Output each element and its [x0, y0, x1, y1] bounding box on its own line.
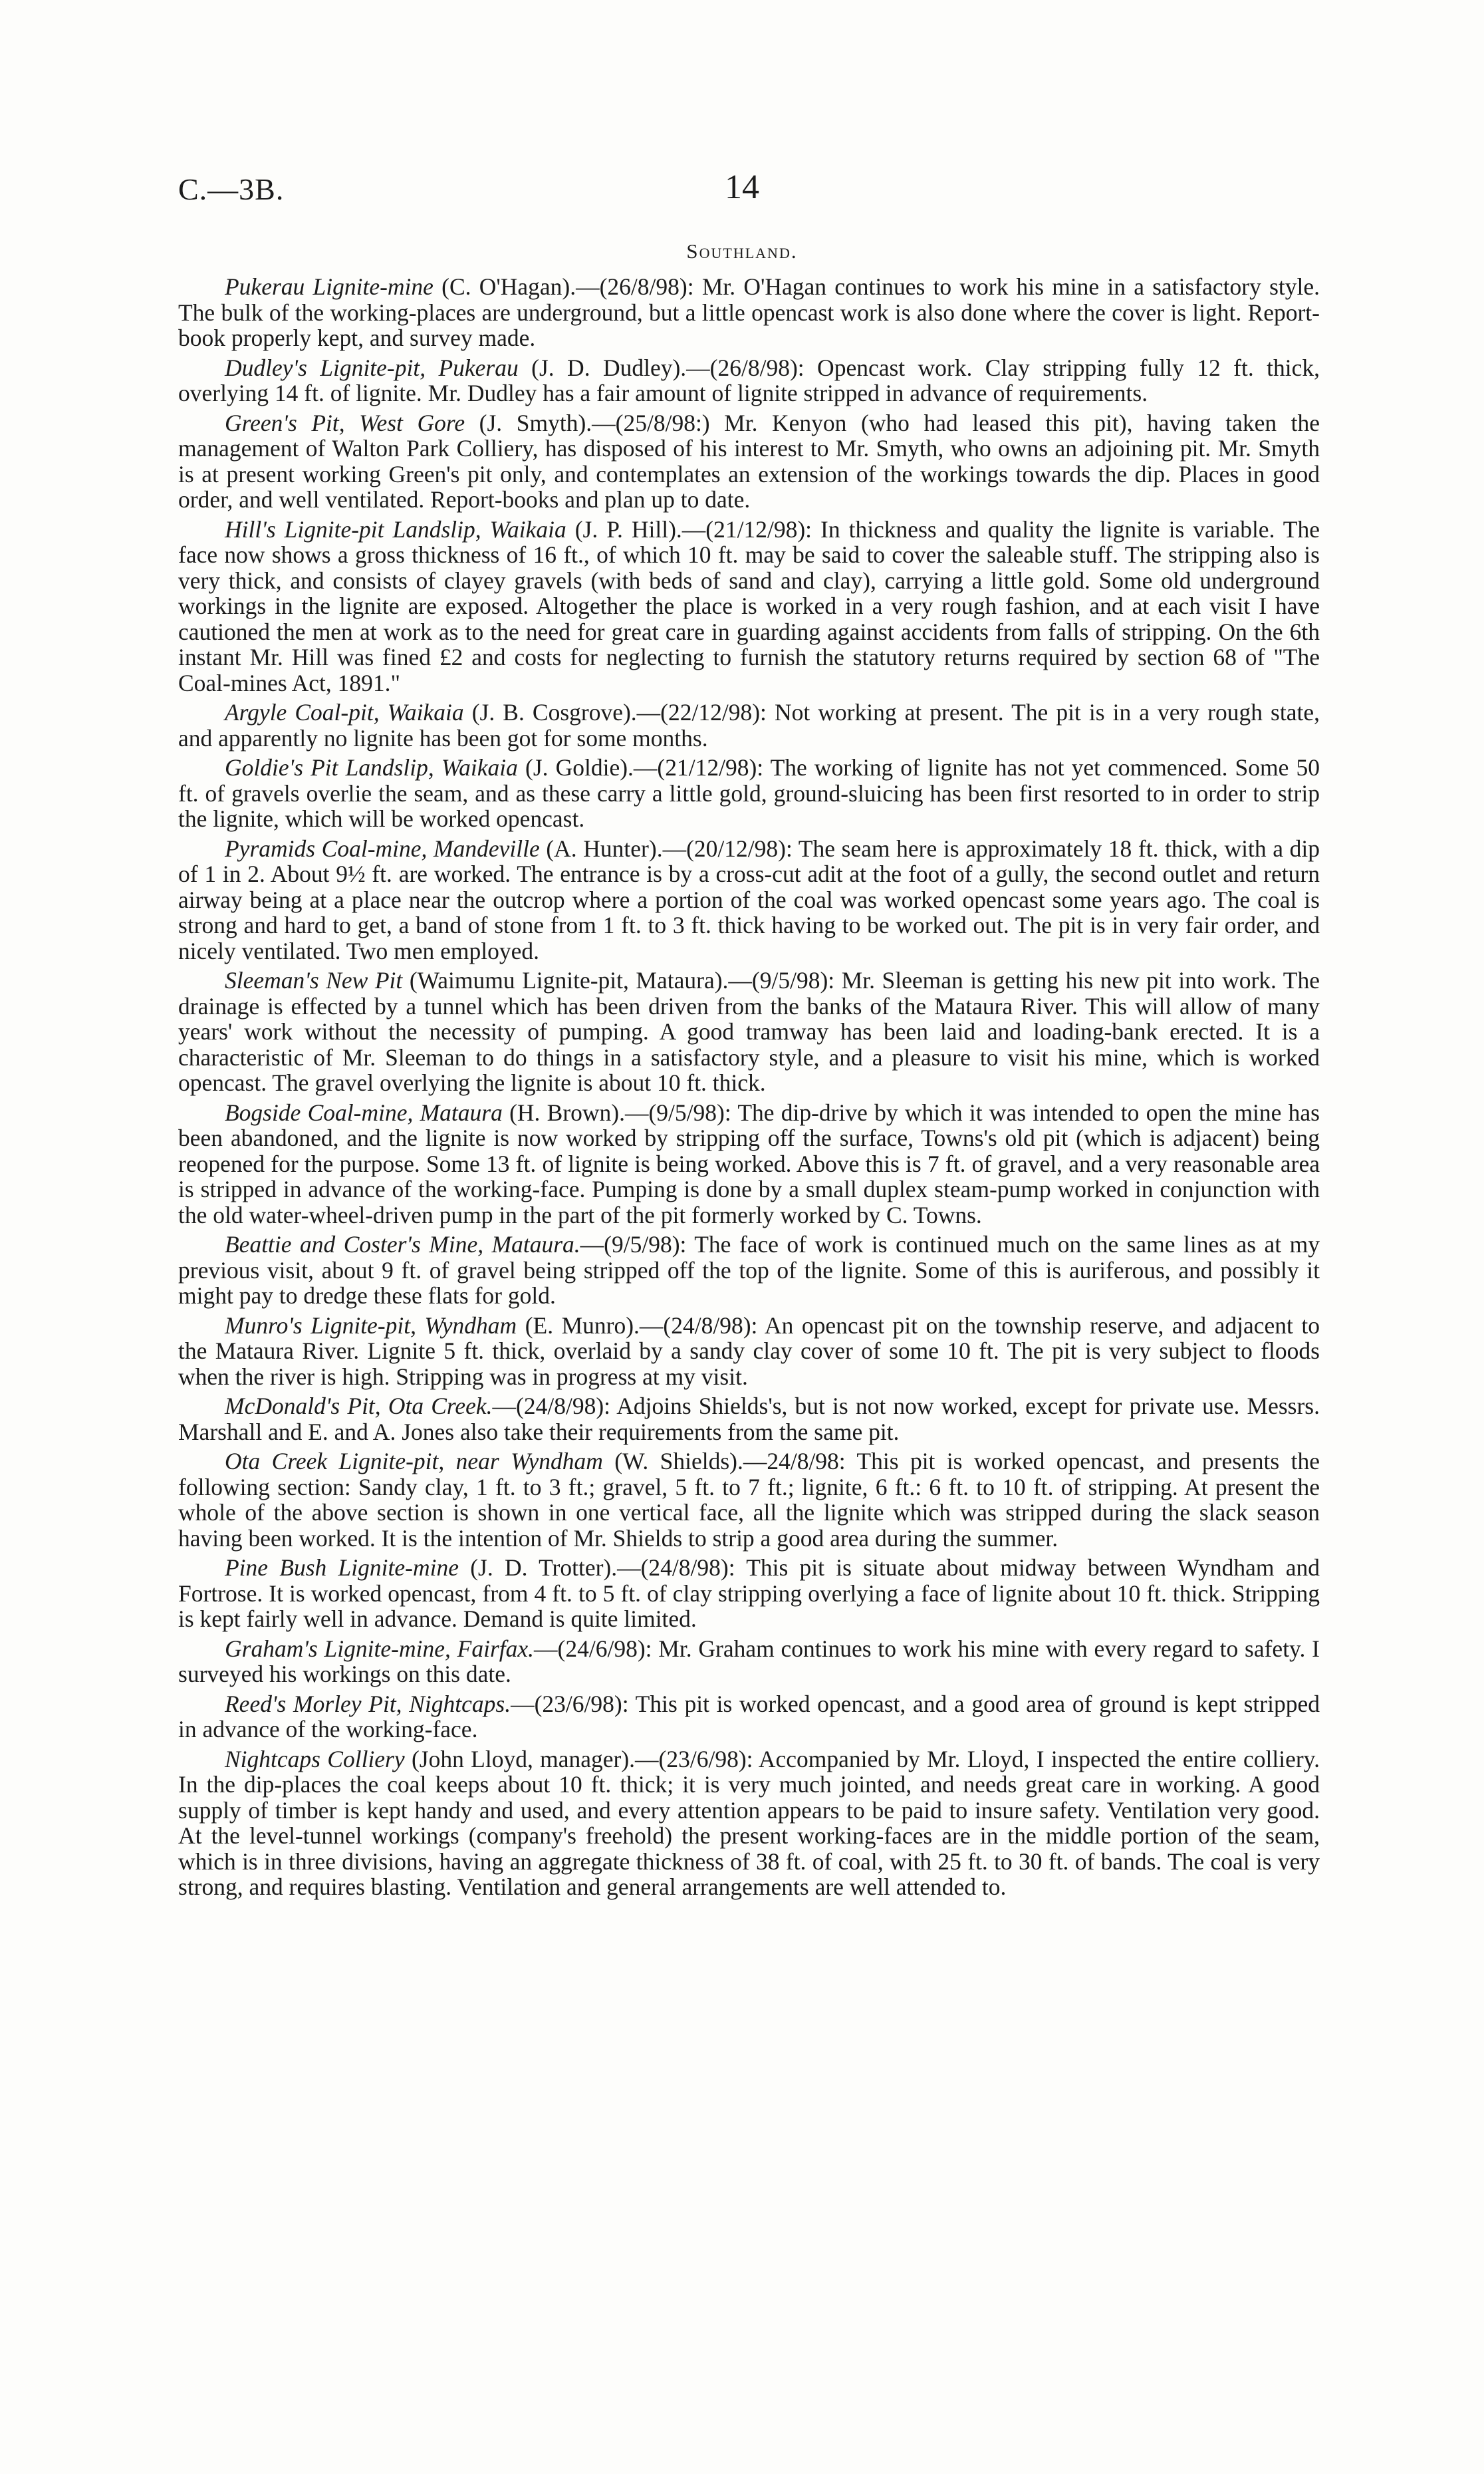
- entry-text: (Waimumu Lignite-pit, Mataura).—(9/5/98): Mr. Sleeman is getting his new pit into work. The drainage is effected by a tunnel which has been driven from the banks of the Mataura River. This will allow of many years' work without the necessity of pumping. A good tramway has been laid and loading-bank erected. It is a characteristic of Mr. Sleeman to do things in a satisfactory style, and a pleasure to visit his mine, which is worked opencast. The gravel overlying the lignite is about 10 ft. thick.: [178, 967, 1320, 1096]
- report-body: [178, 274, 1320, 1904]
- entry-ota-creek: [178, 1448, 1320, 1551]
- entry-title: Nightcaps Colliery: [225, 1745, 405, 1772]
- entry-title: Pukerau Lignite-mine: [225, 273, 433, 300]
- document-code: C.—3B.: [178, 172, 285, 206]
- entry-title: Ota Creek Lignite-pit, near Wyndham: [225, 1448, 603, 1474]
- entry-reeds: [178, 1691, 1320, 1742]
- entry-title: Reed's Morley Pit, Nightcaps.: [225, 1690, 511, 1717]
- entry-title: Sleeman's New Pit: [225, 967, 403, 994]
- entry-text: (J. Smyth).—(25/8/98:) Mr. Kenyon (who had leased this pit), having taken the management of Walton Park Colliery, has disposed of his interest to Mr. Smyth, who owns an adjoining pit. Mr. Smyth is at present working Green's pit only, and contemplates an extension of the workings towards the dip. Places in good order, and well ventilated. Report-books and plan up to date.: [178, 409, 1320, 513]
- entry-text: (E. Munro).—(24/8/98): An opencast pit on the township reserve, and adjacent to the Mataura River. Lignite 5 ft. thick, overlaid by a sandy clay cover of some 10 ft. The pit is very subject to floods when the river is high. Stripping was in progress at my visit.: [178, 1311, 1320, 1390]
- entry-title: Graham's Lignite-mine, Fairfax.: [225, 1635, 535, 1662]
- entry-pine-bush: [178, 1555, 1320, 1632]
- entry-grahams: [178, 1636, 1320, 1687]
- entry-title: Goldie's Pit Landslip, Waikaia: [225, 754, 518, 781]
- entry-hills-pit: [178, 517, 1320, 696]
- section-title: Southland.: [686, 239, 798, 263]
- entry-text: (J. B. Cosgrove).—(22/12/98): Not working at present. The pit is in a very rough state, and apparently no lignite has been got for some months.: [178, 699, 1320, 752]
- entry-text: (J. D. Trotter).—(24/8/98): This pit is situate about midway between Wyndham and Fortrose. It is worked opencast, from 4 ft. to 5 ft. of clay stripping overlying a face of lignite about 10 ft. thick. Stripping is kept fairly well in advance. Demand is quite limited.: [178, 1554, 1320, 1632]
- page-number: 14: [725, 168, 759, 206]
- entry-dudley: [178, 355, 1320, 406]
- entry-argyle: [178, 700, 1320, 751]
- entry-nightcaps: [178, 1746, 1320, 1900]
- page-header: [178, 168, 1306, 218]
- entry-sleemans: [178, 968, 1320, 1096]
- entry-text: (J. Goldie).—(21/12/98): The working of lignite has not yet commenced. Some 50 ft. of gravels overlie the seam, and as these carry a little gold, ground-sluicing has been first resorted to in order to strip the lignite, which will be worked opencast.: [178, 754, 1320, 832]
- entry-text: (John Lloyd, manager).—(23/6/98): Accompanied by Mr. Lloyd, I inspected the entire colliery. In the dip-places the coal keeps about 10 ft. thick; it is very much jointed, and needs great care in working. A good supply of timber is kept handy and used, and every attention appears to be paid to insure safety. Ventilation very good. At the level-tunnel workings (company's freehold) the present working-faces are in the middle portion of the seam, which is in three divisions, having an aggregate thickness of 38 ft. of coal, with 25 ft. to 30 ft. of bands. The coal is very strong, and requires blasting. Ventilation and general arrangements are well attended to.: [178, 1745, 1320, 1900]
- entry-beattie-coster: [178, 1232, 1320, 1309]
- entry-text: (W. Shields).—24/8/98: This pit is worked opencast, and presents the following section: Sandy clay, 1 ft. to 3 ft.; gravel, 5 ft. to 7 ft.; lignite, 6 ft.: 6 ft. to 10 ft. of stripping. At present the whole of the above section is shown in one vertical face, all the lignite which was stripped during the slack season having been worked. It is the intention of Mr. Shields to strip a good area during the summer.: [178, 1448, 1320, 1552]
- entry-title: Bogside Coal-mine, Mataura: [225, 1099, 503, 1126]
- entry-title: Hill's Lignite-pit Landslip, Waikaia: [225, 515, 566, 543]
- entry-text: (A. Hunter).—(20/12/98): The seam here is approximately 18 ft. thick, with a dip of 1 in 2. About 9½ ft. are worked. The entrance is by a cross-cut adit at the foot of a gully, the second outlet and return airway being at a place near the outcrop where a portion of the coal was worked opencast some years ago. The coal is strong and hard to get, a band of stone from 1 ft. to 3 ft. thick having to be worked out. The pit is in very fair order, and nicely ventilated. Two men employed.: [178, 835, 1320, 964]
- entry-text: —(24/8/98): Adjoins Shields's, but is not now worked, except for private use. Messrs. Marshall and E. and A. Jones also take their requirements from the same pit.: [178, 1393, 1320, 1445]
- entry-text: (J. D. Dudley).—(26/8/98): Opencast work. Clay stripping fully 12 ft. thick, overlying 14 ft. of lignite. Mr. Dudley has a fair amount of lignite stripped in advance of requirements.: [178, 354, 1320, 406]
- entry-title: Beattie and Coster's Mine, Mataura.: [225, 1231, 580, 1258]
- entry-goldies-pit: [178, 755, 1320, 832]
- entry-mcdonalds: [178, 1393, 1320, 1444]
- entry-greens-pit: [178, 410, 1320, 513]
- entry-title: Green's Pit, West Gore: [225, 409, 465, 436]
- entry-text: (J. P. Hill).—(21/12/98): In thickness and quality the lignite is variable. The face now shows a gross thickness of 16 ft., of which 10 ft. may be said to cover the saleable stuff. The stripping also is very thick, and consists of clayey gravels (with beds of sand and clay), carrying a little gold. Some old underground workings in the lignite are exposed. Altogether the place is worked in a very rough fashion, and at each visit I have cautioned the men at work as to the need for great care in guarding against accidents from falls of stripping. On the 6th instant Mr. Hill was fined £2 and costs for neglecting to furnish the statutory returns required by section 68 of "The Coal-mines Act, 1891.": [178, 515, 1320, 696]
- entry-pyramids: [178, 836, 1320, 964]
- entry-text: —(24/6/98): Mr. Graham continues to work his mine with every regard to safety. I surveyed his workings on this date.: [178, 1635, 1320, 1687]
- entry-munros: [178, 1313, 1320, 1390]
- entry-pukerau: [178, 274, 1320, 351]
- entry-title: Pine Bush Lignite-mine: [225, 1554, 459, 1581]
- entry-text: —(23/6/98): This pit is worked opencast, and a good area of ground is kept stripped in advance of the working-face.: [178, 1690, 1320, 1742]
- entry-title: Pyramids Coal-mine, Mandeville: [225, 835, 540, 862]
- entry-text: (C. O'Hagan).—(26/8/98): Mr. O'Hagan continues to work his mine in a satisfactory style. The bulk of the working-places are underground, but a little opencast work is also done where the cover is light. Report-book properly kept, and survey made.: [178, 273, 1320, 351]
- entry-text: (H. Brown).—(9/5/98): The dip-drive by which it was intended to open the mine has been abandoned, and the lignite is now worked by stripping off the surface, Towns's old pit (which is adjacent) being reopened for the purpose. Some 13 ft. of lignite is being worked. Above this is 7 ft. of gravel, and a very reasonable area is stripped in advance of the working-face. Pumping is done by a small duplex steam-pump worked in conjunction with the old water-wheel-driven pump in the part of the pit formerly worked by C. Towns.: [178, 1099, 1320, 1228]
- entry-title: Argyle Coal-pit, Waikaia: [225, 699, 464, 726]
- entry-text: —(9/5/98): The face of work is continued much on the same lines as at my previous visit, about 9 ft. of gravel being stripped off the top of the lignite. Some of this is auriferous, and possibly it might pay to dredge these flats for gold.: [178, 1231, 1320, 1309]
- entry-title: McDonald's Pit, Ota Creek.: [225, 1393, 493, 1419]
- entry-title: Munro's Lignite-pit, Wyndham: [225, 1311, 517, 1339]
- entry-bogside: [178, 1100, 1320, 1228]
- entry-title: Dudley's Lignite-pit, Pukerau: [225, 354, 519, 381]
